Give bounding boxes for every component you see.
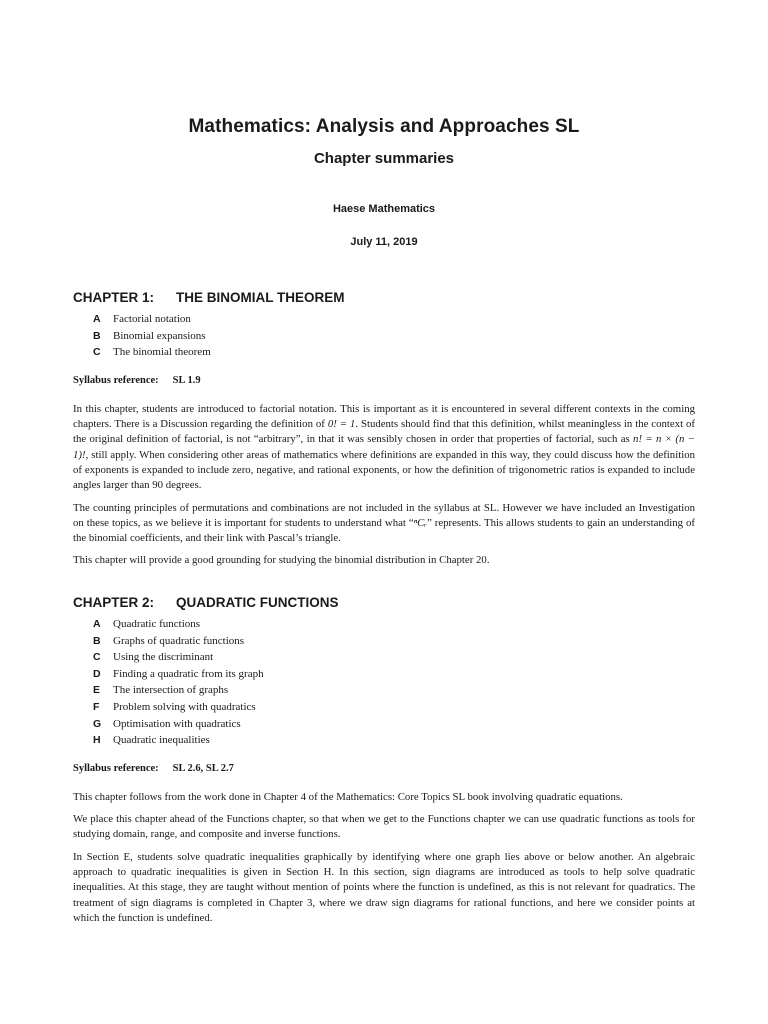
chapter-2-name: QUADRATIC FUNCTIONS [176, 595, 339, 610]
paragraph-text: In this chapter, students are introduced to factorial notation. This is important as it is encountered in several different contexts in the coming chapters. There is a Discussion regarding the definition of [73, 402, 695, 431]
section-label: Optimisation with quadratics [113, 717, 241, 730]
section-label: Factorial notation [113, 313, 191, 325]
chapter-2-paragraph-3: In Section E, students solve quadratic inequalities graphically by identifying where one graph lies above or below another. An algebraic approach to quadratic inequalities is given in Section H. In this section, sign diagrams are introduced as tools to help solve quadratic inequalities. At this stage, they are taught without mention of points where the function is undefined, as this is not relevant for quadratics. The treatment of sign diagrams is completed in Chapter 3, where we draw sign diagrams for rational functions, and here we consider points at which the function is undefined. [73, 850, 695, 924]
section-letter: C [93, 651, 101, 664]
section-label: Finding a quadratic from its graph [113, 667, 264, 680]
section-label: Quadratic functions [113, 618, 201, 630]
syllabus-ref: SL 1.9 [172, 374, 201, 386]
list-item [93, 668, 695, 685]
syllabus-ref: SL 2.6, SL 2.7 [172, 762, 234, 774]
list-item [93, 701, 695, 718]
section-label: Quadratic inequalities [113, 734, 210, 747]
chapter-1-syllabus-reference [73, 375, 695, 386]
chapter-2-paragraph-1: This chapter follows from the work done in Chapter 4 of the Mathematics: Core Topics SL book involving quadratic equations. [73, 790, 623, 803]
chapter-2-section [73, 595, 695, 933]
chapter-1-paragraph-2 [73, 501, 695, 547]
section-label: The binomial theorem [113, 346, 211, 359]
section-label: Binomial expansions [113, 329, 206, 342]
syllabus-label: Syllabus reference: [73, 762, 159, 774]
section-letter: B [93, 634, 101, 647]
syllabus-label: Syllabus reference: [73, 374, 159, 386]
chapter-1-heading [73, 290, 695, 305]
section-letter: A [93, 618, 101, 630]
section-letter: C [93, 346, 101, 359]
section-letter: F [93, 700, 100, 713]
list-item [93, 346, 695, 363]
list-item [93, 684, 695, 701]
document-date: July 11, 2019 [350, 236, 418, 248]
chapter-2-paragraph-2: We place this chapter ahead of the Functions chapter, so that when we get to the Functions chapter we can use quadratic functions as tools for studying domain, range, and composite and inverse functions. [73, 813, 695, 841]
section-letter: G [93, 717, 102, 730]
list-item [93, 313, 695, 330]
chapter-2-heading [73, 595, 695, 610]
chapter-1-section-list [93, 313, 695, 363]
chapter-2-section-list [93, 618, 695, 751]
chapter-1-section [73, 290, 695, 576]
section-label: Using the discriminant [113, 651, 214, 664]
section-letter: B [93, 329, 101, 342]
list-item [93, 718, 695, 735]
paragraph-text: , still apply. When considering other areas of mathematics where definitions are expanded in this way, they could discuss how the definition of exponents is expanded to include zero, negative, and rational exponents, or how the definition of trigonometric ratios is expanded to include angles larger than 90 degrees. [73, 448, 695, 492]
list-item [93, 330, 695, 347]
document-title: Mathematics: Analysis and Approaches SL [188, 116, 580, 137]
list-item [93, 635, 695, 652]
list-item [93, 618, 695, 635]
math-expression: n! = n × (n − 1)! [73, 433, 695, 461]
section-letter: H [93, 734, 101, 747]
chapter-1-paragraph-3: This chapter will provide a good grounding for studying the binomial distribution in Chapter 20. [73, 554, 490, 567]
section-label: Problem solving with quadratics [113, 700, 256, 713]
paragraph-text: ” represents. This allows students to gain an understanding of the binomial coefficients, and their link with Pascal’s triangle. [73, 516, 695, 545]
chapter-2-number: CHAPTER 2: [73, 595, 155, 610]
section-letter: A [93, 313, 101, 325]
section-letter: D [93, 667, 101, 680]
chapter-2-syllabus-reference [73, 763, 695, 774]
math-expression: ⁿCᵣ [413, 516, 427, 529]
list-item [93, 651, 695, 668]
list-item [93, 734, 695, 751]
paragraph-text: The counting principles of permutations and combinations are not included in the syllabus at SL. However we have included an Investigation on these topics, as we believe it is important for students to understand what “ [73, 501, 695, 529]
chapter-1-paragraph-1 [73, 402, 695, 494]
section-label: Graphs of quadratic functions [113, 634, 245, 647]
section-letter: E [93, 684, 101, 697]
paragraph-text: . Students should find that this definition, whilst meaningless in the context of the original definition of factorial, is not “arbitrary”, in that it was sensibly chosen in order that properties of factorial, such as [73, 418, 695, 446]
math-expression: 0! = 1 [327, 418, 356, 431]
document-author: Haese Mathematics [332, 203, 436, 215]
chapter-1-name: THE BINOMIAL THEOREM [176, 290, 345, 305]
section-label: The intersection of graphs [113, 684, 229, 697]
document-subtitle: Chapter summaries [313, 150, 455, 167]
chapter-1-number: CHAPTER 1: [73, 290, 155, 305]
